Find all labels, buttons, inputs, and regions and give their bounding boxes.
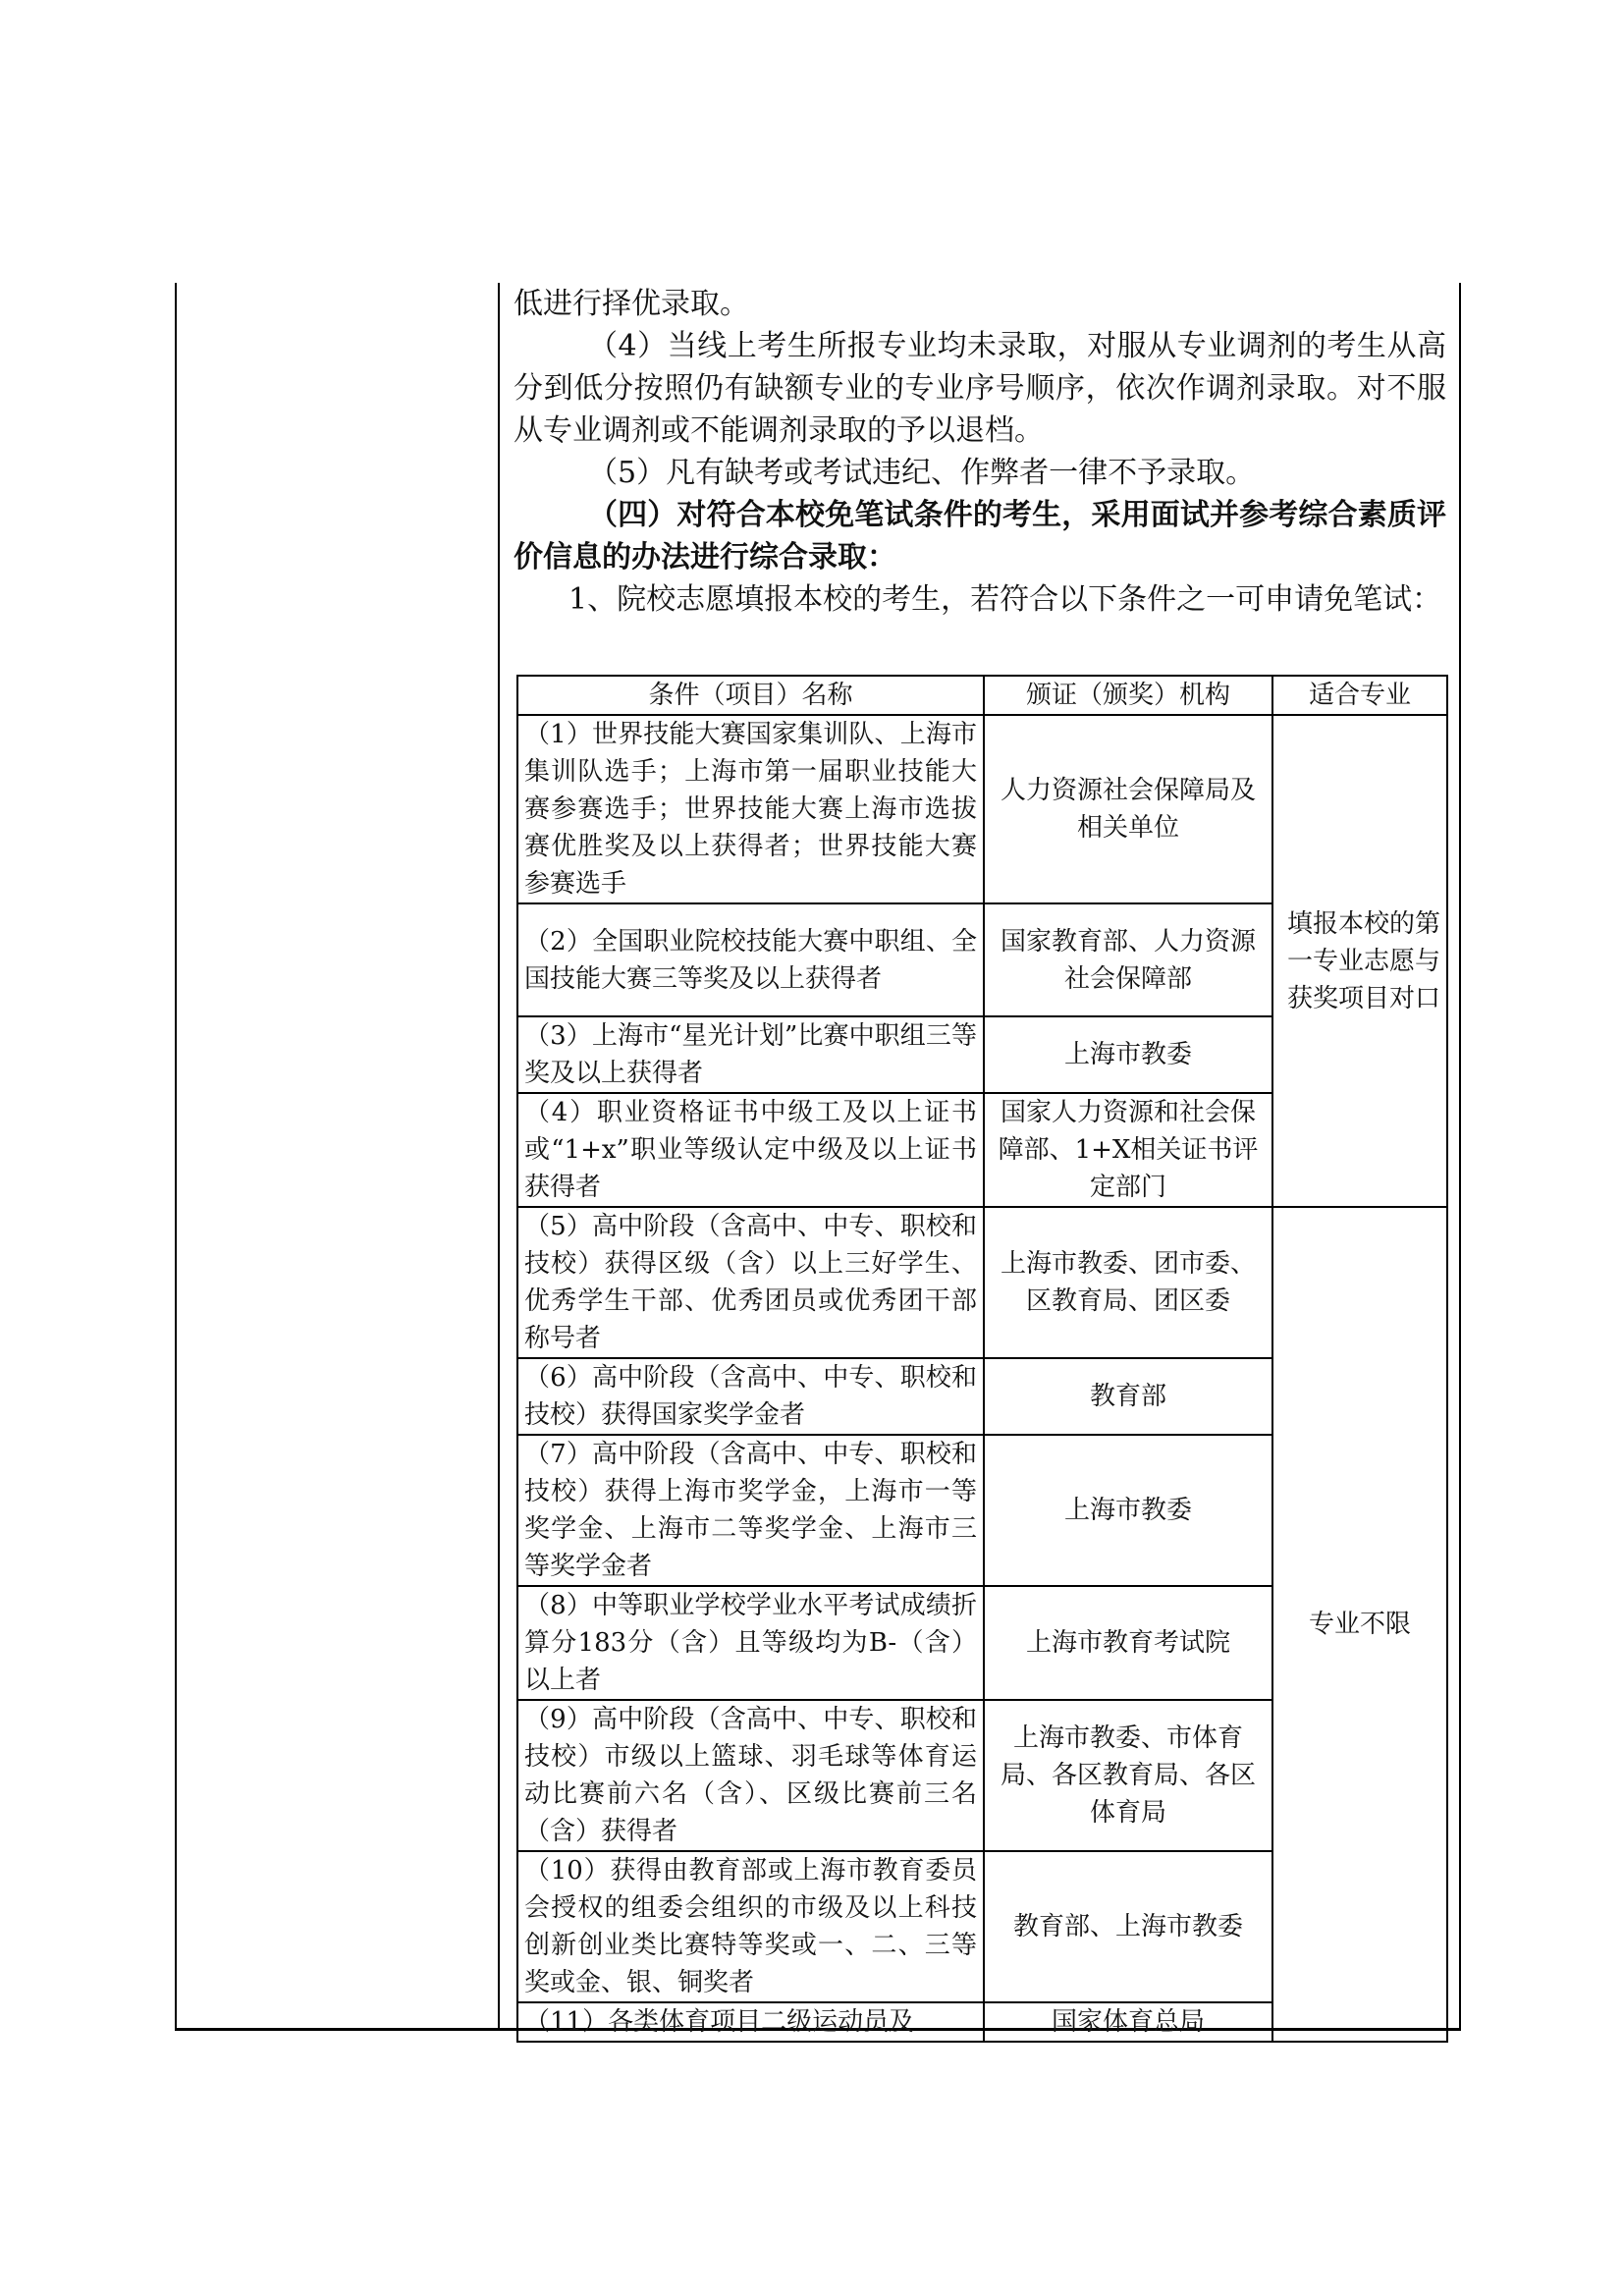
condition-cell: （10）获得由教育部或上海市教育委员会授权的组委会组织的市级及以上科技创新创业类比赛特等奖或一、二、三等奖或金、银、铜奖者	[517, 1851, 984, 2002]
condition-cell: （6）高中阶段（含高中、中专、职校和技校）获得国家奖学金者	[517, 1358, 984, 1435]
admission-rules-text	[514, 283, 1446, 621]
organization-cell: 上海市教委	[984, 1435, 1272, 1586]
exemption-criteria-table	[516, 675, 1448, 2043]
condition-cell: （11）各类体育项目二级运动员及	[517, 2002, 984, 2042]
organization-cell: 国家体育总局	[984, 2002, 1272, 2042]
table-header-row	[517, 676, 1447, 715]
condition-cell: （1）世界技能大赛国家集训队、上海市集训队选手；上海市第一届职业技能大赛参赛选手；世界技能大赛上海市选拔赛优胜奖及以上获得者；世界技能大赛参赛选手	[517, 715, 984, 903]
outer-table-column-divider	[498, 283, 500, 2031]
organization-cell: 上海市教育考试院	[984, 1586, 1272, 1700]
header-condition: 条件（项目）名称	[517, 676, 984, 715]
condition-cell: （3）上海市“星光计划”比赛中职组三等奖及以上获得者	[517, 1016, 984, 1093]
condition-cell: （4）职业资格证书中级工及以上证书或“1+x”职业等级认定中级及以上证书获得者	[517, 1093, 984, 1207]
organization-cell: 教育部	[984, 1358, 1272, 1435]
table-row	[517, 1207, 1447, 1358]
header-organization: 颁证（颁奖）机构	[984, 676, 1272, 715]
condition-cell: （9）高中阶段（含高中、中专、职校和技校）市级以上篮球、羽毛球等体育运动比赛前六名（含）、区级比赛前三名（含）获得者	[517, 1700, 984, 1851]
organization-cell: 上海市教委	[984, 1016, 1272, 1093]
condition-cell: （2）全国职业院校技能大赛中职组、全国技能大赛三等奖及以上获得者	[517, 903, 984, 1016]
organization-cell: 上海市教委、团市委、区教育局、团区委	[984, 1207, 1272, 1358]
organization-cell: 教育部、上海市教委	[984, 1851, 1272, 2002]
organization-cell: 上海市教委、市体育局、各区教育局、各区体育局	[984, 1700, 1272, 1851]
condition-cell: （7）高中阶段（含高中、中专、职校和技校）获得上海市奖学金，上海市一等奖学金、上海市二等奖学金、上海市三等奖学金者	[517, 1435, 984, 1586]
paragraph-rule-5: （5）凡有缺考或考试违纪、作弊者一律不予录取。	[588, 456, 1256, 490]
condition-cell: （5）高中阶段（含高中、中专、职校和技校）获得区级（含）以上三好学生、优秀学生干部、优秀团员或优秀团干部称号者	[517, 1207, 984, 1358]
paragraph-continuation: 低进行择优录取。	[514, 287, 749, 321]
header-major: 适合专业	[1272, 676, 1447, 715]
condition-cell: （8）中等职业学校学业水平考试成绩折算分183分（含）且等级均为B-（含）以上者	[517, 1586, 984, 1700]
organization-cell: 国家人力资源和社会保障部、1+X相关证书评定部门	[984, 1093, 1272, 1207]
organization-cell: 国家教育部、人力资源社会保障部	[984, 903, 1272, 1016]
outer-table-right-border	[1459, 283, 1461, 2031]
organization-cell: 人力资源社会保障局及相关单位	[984, 715, 1272, 903]
paragraph-exemption-intro: 1、院校志愿填报本校的考生，若符合以下条件之一可申请免笔试：	[568, 582, 1442, 617]
major-cell-unrestricted: 专业不限	[1272, 1207, 1447, 2042]
paragraph-rule-4: （4）当线上考生所报专业均未录取，对服从专业调剂的考生从高分到低分按照仍有缺额专业的专业序号顺序，依次作调剂录取。对不服从专业调剂或不能调剂录取的予以退档。	[514, 329, 1446, 448]
outer-table-left-border	[175, 283, 177, 2031]
major-cell-matched: 填报本校的第一专业志愿与获奖项目对口	[1272, 715, 1447, 1207]
section-heading-4: （四）对符合本校免笔试条件的考生，采用面试并参考综合素质评价信息的办法进行综合录取：	[514, 498, 1446, 574]
table-row	[517, 715, 1447, 903]
